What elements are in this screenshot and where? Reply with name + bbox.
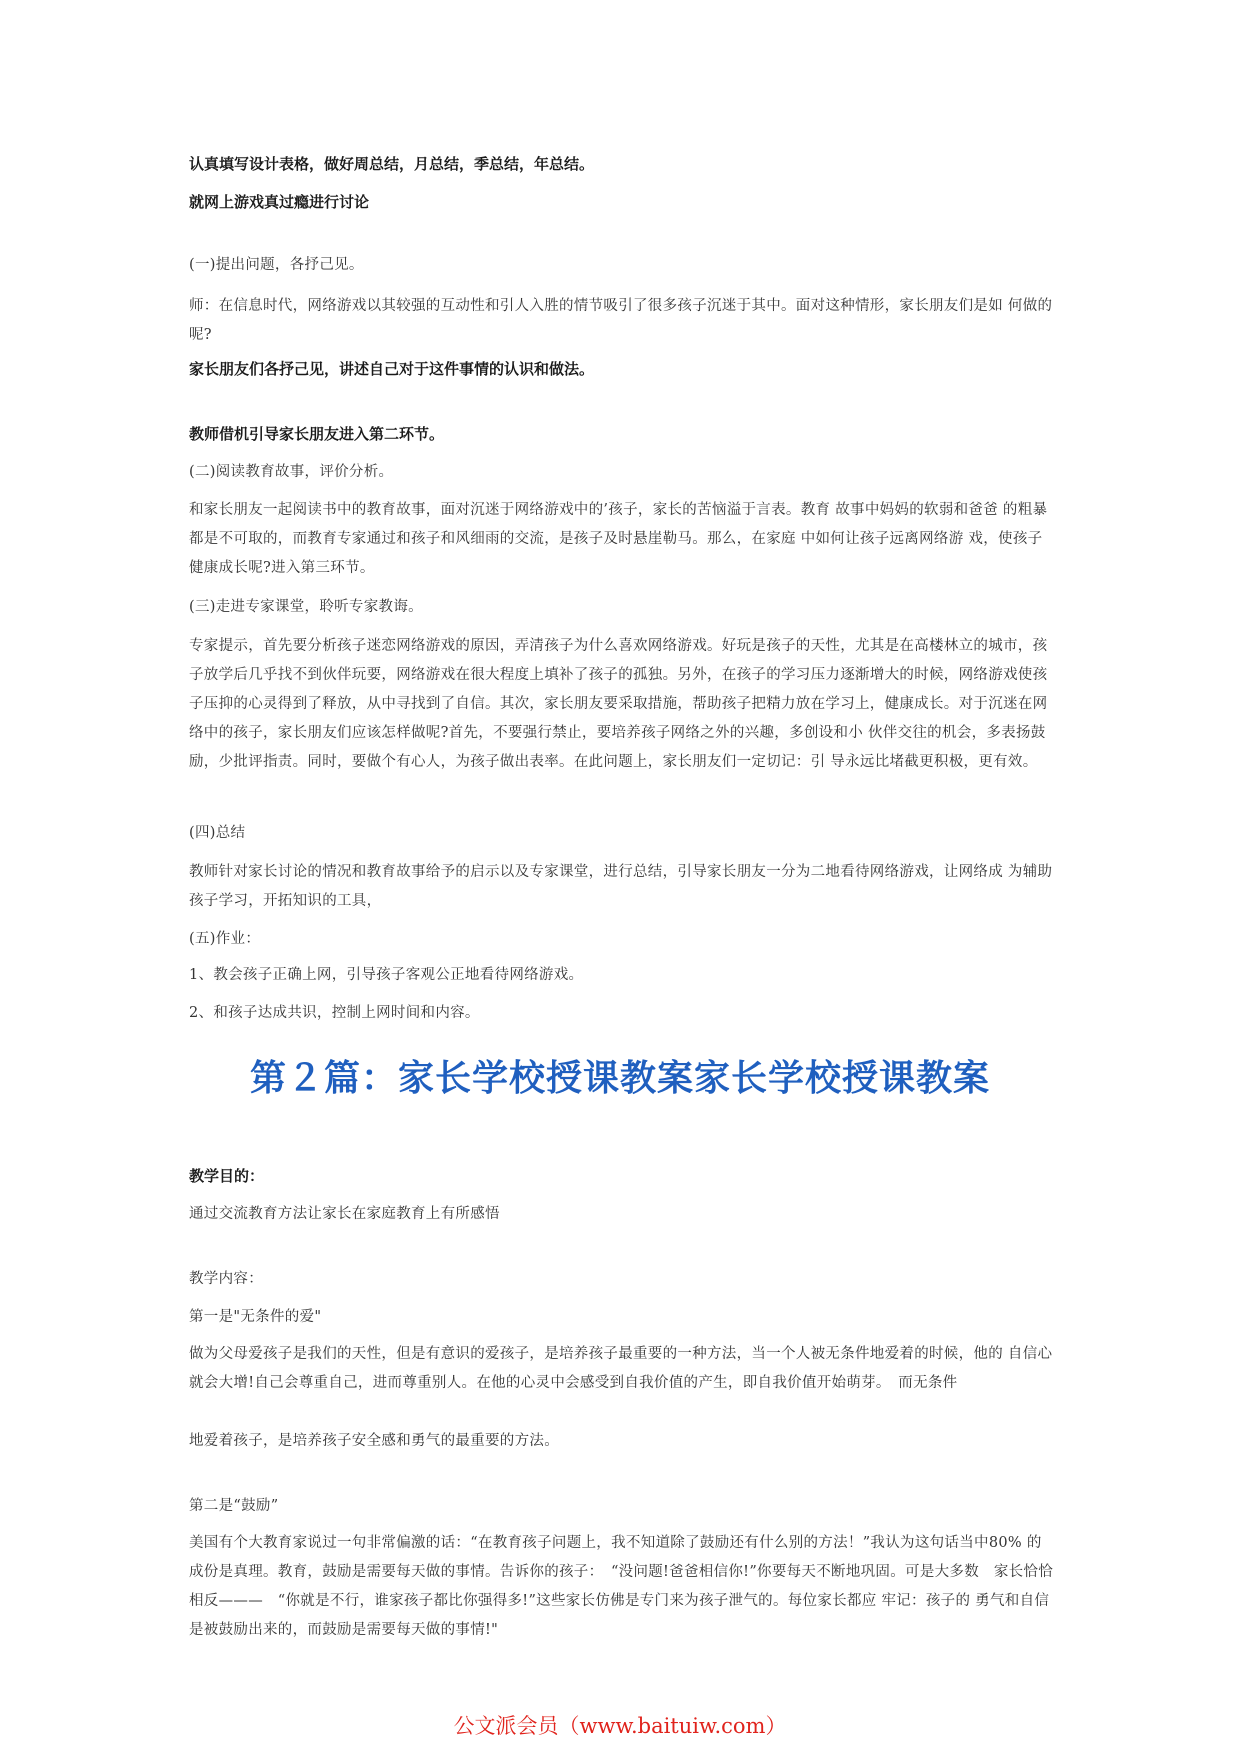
paragraph-teaching-content-label: 教学内容：: [189, 1271, 263, 1287]
paragraph-teaching-goal-label: 教学目的：: [189, 1167, 265, 1185]
paragraph-summary-forms: 认真填写设计表格，做好周总结，月总结，季总结，年总结。: [189, 155, 595, 173]
paragraph-unconditional-love-cont: 地爱着孩子，是培养孩子安全感和勇气的最重要的方法。: [189, 1433, 559, 1449]
heading-section-4: (四)总结: [189, 825, 246, 841]
chapter-title: 第２篇：家长学校授课教案家长学校授课教案: [249, 1058, 990, 1099]
paragraph-teacher-question: 师：在信息时代，网络游戏以其较强的互动性和引人入胜的情节吸引了很多孩子沉迷于其中。面对这种情形，家长朋友们是如 何做的呢?: [189, 298, 1053, 343]
paragraph-expert-advice: 专家提示，首先要分析孩子迷恋网络游戏的原因，弄清孩子为什么喜欢网络游戏。好玩是孩子的天性，尤其是在高楼林立的城市，孩子放学后几乎找不到伙伴玩要，网络游戏在很大程度上填补了孩子的孤独。另外，在孩子的学习压力逐渐增大的时候，网络游戏使孩子压抑的心灵得到了释放，从中寻找到了自信。其次，家长朋友要采取措施，帮助孩子把精力放在学习上，健康成长。对于沉迷在网络中的孩子，家长朋友们应该怎样做呢?首先，不要强行禁止，要培养孩子网络之外的兴趣，多创设和小 伙伴交往的机会，多表扬鼓励，少批评指责。同时，要做个有心人，为孩子做出表率。在此问题上，家长朋友们一定切记：引 导永远比堵截更积极，更有效。: [189, 638, 1048, 770]
paragraph-unconditional-love: 做为父母爱孩子是我们的天性，但是有意识的爱孩子，是培养孩子最重要的一种方法，当一个人被无条件地爱着的时候，他的 自信心就会大增!自己会尊重自己，进而尊重别人。在他的心灵中会感受到自我价值的产生，即自我价值开始萌芽。 而无条件: [189, 1346, 1053, 1391]
heading-encouragement: 第二是“鼓励”: [189, 1498, 279, 1514]
homework-item-1: 1、教会孩子正确上网，引导孩子客观公正地看待网络游戏。: [189, 967, 584, 983]
paragraph-summary: 教师针对家长讨论的情况和教育故事给予的启示以及专家课堂，进行总结，引导家长朋友一分为二地看待网络游戏，让网络成 为辅助孩子学习，开拓知识的工具，: [189, 864, 1053, 909]
heading-section-5: (五)作业：: [189, 931, 261, 947]
heading-section-2: (二)阅读教育故事，评价分析。: [189, 464, 394, 480]
heading-unconditional-love: 第一是"无条件的爱": [189, 1309, 322, 1325]
homework-item-2: 2、和孩子达成共识，控制上网时间和内容。: [189, 1005, 480, 1021]
paragraph-second-stage: 教师借机引导家长朋友进入第二环节。: [189, 425, 445, 443]
paragraph-teaching-goal: 通过交流教育方法让家长在家庭教育上有所感悟: [189, 1206, 500, 1222]
heading-section-3: (三)走进专家课堂，聆听专家教诲。: [189, 599, 423, 615]
footer-watermark: 公文派会员（www.baituiw.com）: [453, 1714, 787, 1738]
paragraph-discussion-topic: 就网上游戏真过瘾进行讨论: [189, 193, 370, 211]
heading-section-1: (一)提出问题，各抒己见。: [189, 257, 364, 273]
paragraph-reading-story: 和家长朋友一起阅读书中的教育故事，面对沉迷于网络游戏中的’孩子，家长的苦恼溢于言表。教育 故事中妈妈的软弱和爸爸 的粗暴都是不可取的，而教育专家通过和孩子和风细雨的交流，是孩子及时悬崖勒马。那么，在家庭 中如何让孩子远离网络游 戏，使孩子健康成长呢?进入第三环节。: [189, 502, 1048, 576]
paragraph-encouragement: 美国有个大教育家说过一句非常偏激的话：“在教育孩子问题上，我不知道除了鼓励还有什么别的方法！”我认为这句话当中80% 的成份是真理。教育，鼓励是需要每天做的事情。告诉你的孩子： “没问题!爸爸相信你!”你要每天不断地巩固。可是大多数 家长恰恰相反——— “你就是不行，谁家孩子都比你强得多!”这些家长仿佛是专门来为孩子泄气的。每位家长都应 牢记：孩子的 勇气和自信是被鼓励出来的，而鼓励是需要每天做的事情!": [189, 1535, 1054, 1638]
paragraph-parents-discuss: 家长朋友们各抒己见，讲述自己对于这件事情的认识和做法。: [189, 360, 595, 378]
